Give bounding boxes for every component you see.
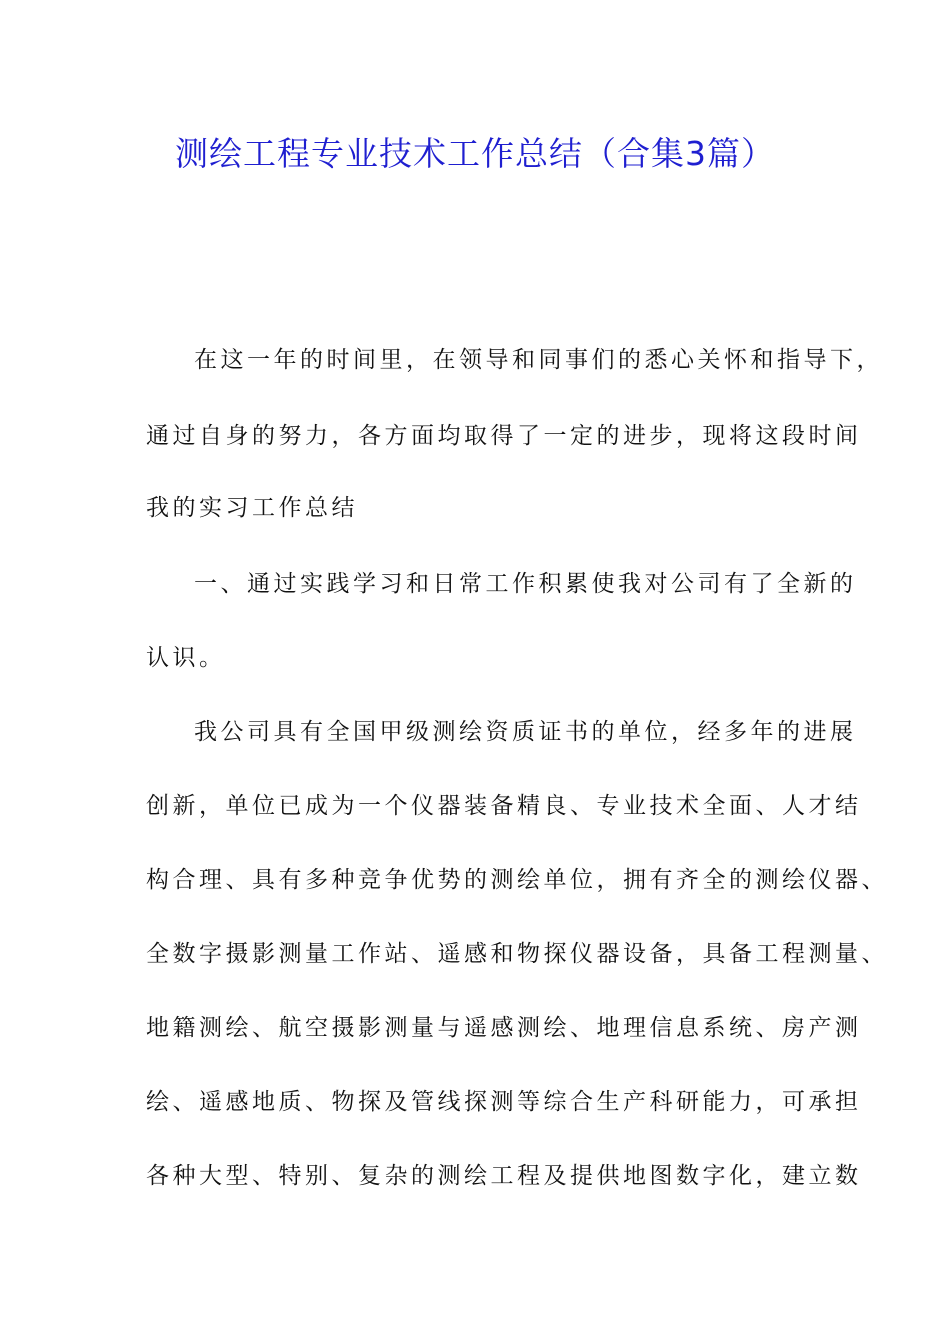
body-line: 地籍测绘、航空摄影测量与遥感测绘、地理信息系统、房产测 (146, 1015, 862, 1041)
body-line: 在这一年的时间里，在领导和同事们的悉心关怀和指导下， (194, 347, 883, 373)
body-line: 通过自身的努力，各方面均取得了一定的进步，现将这段时间 (146, 423, 862, 449)
body-line: 全数字摄影测量工作站、遥感和物探仪器设备，具备工程测量、 (146, 941, 888, 967)
body-line: 我公司具有全国甲级测绘资质证书的单位，经多年的进展 (194, 719, 857, 745)
body-line: 各种大型、特别、复杂的测绘工程及提供地图数字化，建立数 (146, 1163, 862, 1189)
body-line: 我的实习工作总结 (146, 495, 358, 521)
body-line: 绘、遥感地质、物探及管线探测等综合生产科研能力，可承担 (146, 1089, 862, 1115)
body-line: 认识。 (146, 645, 226, 671)
document-title: 测绘工程专业技术工作总结（合集3篇） (175, 134, 775, 173)
body-line: 一、通过实践学习和日常工作积累使我对公司有了全新的 (194, 571, 857, 597)
body-line: 创新，单位已成为一个仪器装备精良、专业技术全面、人才结 (146, 793, 862, 819)
body-line: 构合理、具有多种竞争优势的测绘单位，拥有齐全的测绘仪器、 (146, 867, 888, 893)
